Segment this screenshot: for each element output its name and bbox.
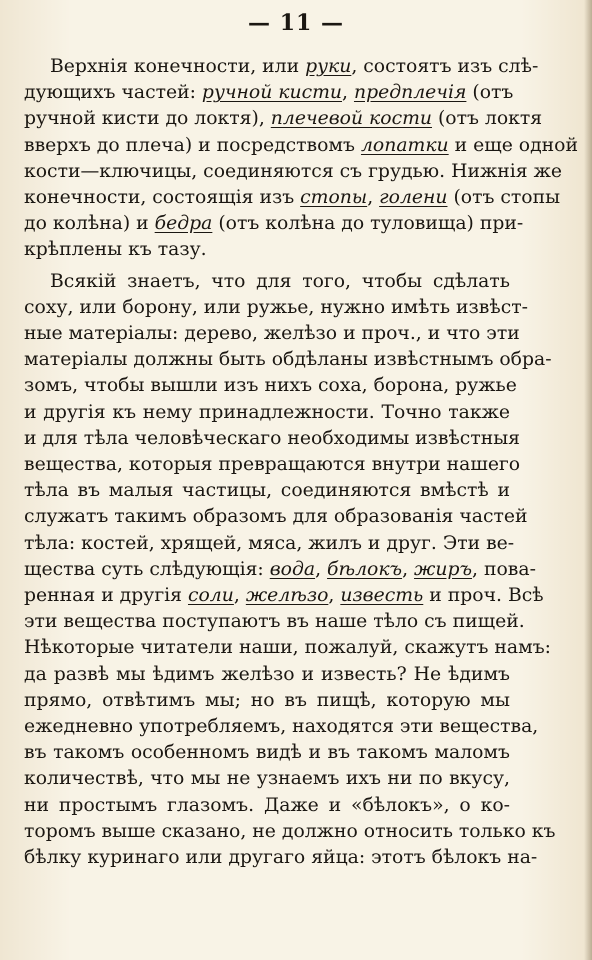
text-segment: ручной кисти до локтя), [24, 108, 271, 130]
text-segment: Нѣкоторые читатели наши, пожалуй, скажутъ намъ: [24, 637, 552, 659]
body-text [24, 54, 578, 871]
text-line [24, 106, 543, 132]
text-segment: и еще одной [448, 134, 578, 156]
paragraph [24, 269, 556, 872]
text-segment: количествѣ, что мы не узнаемъ ихъ ни по вкусу, [24, 768, 510, 790]
text-segment: тѣла въ малыя частицы, соединяются вмѣстѣ и [24, 480, 510, 502]
text-segment: (отъ стопы [447, 187, 561, 209]
text-segment: , [315, 558, 328, 580]
emphasized-term: соли [187, 585, 234, 607]
text-line [24, 237, 510, 263]
text-line [24, 504, 528, 530]
text-segment: , пова- [472, 558, 536, 580]
text-segment: соху, или борону, или ружье, нужно имѣть извѣст- [24, 296, 528, 318]
text-line [24, 269, 510, 295]
text-segment: торомъ выше сказано, не должно относить только къ [24, 820, 556, 842]
text-segment: въ такомъ особенномъ видѣ и въ такомъ маломъ [24, 742, 510, 764]
text-segment: , состоятъ изъ слѣ- [351, 56, 539, 77]
emphasized-term: голени [379, 187, 448, 209]
text-segment: прямо, отвѣтимъ мы; но въ пищѣ, которую мы [24, 689, 510, 711]
text-segment: (отъ колѣна до туловища) при- [212, 213, 524, 235]
text-line [24, 714, 539, 740]
text-line [24, 635, 552, 661]
text-segment: вещества, которыя превращаются внутри нашего [24, 454, 521, 476]
emphasized-term: бедра [154, 213, 213, 235]
text-segment: (отъ [466, 82, 514, 104]
text-segment: , [402, 558, 415, 580]
text-line [24, 740, 510, 766]
emphasized-term: ручной кисти [201, 82, 343, 104]
text-line [24, 426, 521, 452]
text-segment: бѣлку куринаго или другаго яйца: этотъ бѣлокъ на- [24, 847, 538, 869]
emphasized-term: стопы [300, 187, 368, 209]
text-segment: эти вещества поступаютъ въ наше тѣло съ пищей. [24, 611, 525, 633]
text-segment: и проч. Всѣ [423, 585, 544, 607]
text-segment: ные матеріалы: дерево, желѣзо и проч., и что эти [24, 323, 520, 345]
emphasized-term: вода [269, 558, 316, 580]
text-segment: и другія къ нему принадлежности. Точно также [24, 401, 510, 423]
text-line [24, 845, 538, 871]
text-segment: кости—ключицы, соединяются съ грудью. Нижнія же [24, 160, 562, 182]
text-segment: да развѣ мы ѣдимъ желѣзо и известь? Не ѣдимъ [24, 663, 510, 685]
emphasized-term: предплечія [353, 82, 467, 104]
text-line [24, 373, 517, 399]
text-segment: (отъ локтя [432, 108, 543, 130]
text-segment: крѣплены къ тазу. [24, 239, 207, 261]
text-segment: щества суть слѣдующія: [24, 558, 270, 580]
text-line [24, 688, 510, 714]
emphasized-term: известь [340, 585, 424, 607]
text-segment: до колѣна) и [24, 213, 155, 235]
text-segment: ежедневно употребляемъ, находятся эти вещества, [24, 716, 539, 738]
text-segment: Верхнія конечности, или [50, 56, 306, 77]
paragraph [24, 54, 578, 264]
text-segment: матеріалы должны быть обдѣланы извѣстнымъ обра- [24, 349, 552, 371]
text-line [24, 80, 514, 106]
text-segment: , [367, 187, 380, 209]
text-segment: Всякій знаетъ, что для того, чтобы сдѣлать [50, 270, 510, 292]
emphasized-term: бѣлокъ [327, 558, 403, 580]
text-line [24, 557, 536, 583]
text-line [24, 609, 525, 635]
text-segment: ренная и другія [24, 585, 188, 607]
text-line [24, 793, 510, 819]
text-segment: вверхъ до плеча) и посредствомъ [24, 134, 361, 156]
text-segment: дующихъ частей: [24, 82, 202, 104]
text-segment: , [328, 585, 341, 607]
text-segment: и для тѣла человѣческаго необходимы извѣстныя [24, 427, 521, 449]
text-line [24, 295, 528, 321]
text-line [24, 54, 539, 80]
text-line [24, 478, 510, 504]
text-line [24, 133, 578, 159]
text-line [24, 211, 524, 237]
text-segment: , [342, 82, 354, 104]
emphasized-term: плечевой кости [270, 108, 432, 130]
text-line [24, 766, 510, 792]
text-segment: зомъ, чтобы вышли изъ нихъ соха, борона, ружье [24, 375, 517, 397]
text-segment: служатъ такимъ образомъ для образованія частей [24, 506, 528, 528]
text-segment: конечности, состоящія изъ [24, 187, 301, 209]
emphasized-term: жиръ [414, 558, 473, 580]
page-number: — 11 — [248, 10, 344, 36]
text-segment: ни простымъ глазомъ. Даже и «бѣлокъ», о ко- [24, 794, 510, 816]
text-line [24, 347, 552, 373]
text-line [24, 583, 544, 609]
text-line [24, 321, 520, 347]
emphasized-term: желѣзо [245, 585, 329, 607]
text-segment: , [233, 585, 246, 607]
emphasized-term: лопатки [360, 134, 449, 156]
text-line [24, 452, 521, 478]
text-line [24, 185, 561, 211]
text-line [24, 662, 510, 688]
emphasized-term: руки [305, 56, 352, 77]
text-line [24, 159, 562, 185]
text-segment: тѣла: костей, хрящей, мяса, жилъ и друг. Эти ве- [24, 532, 515, 554]
text-line [24, 819, 556, 845]
text-line [24, 400, 510, 426]
text-line [24, 531, 515, 557]
